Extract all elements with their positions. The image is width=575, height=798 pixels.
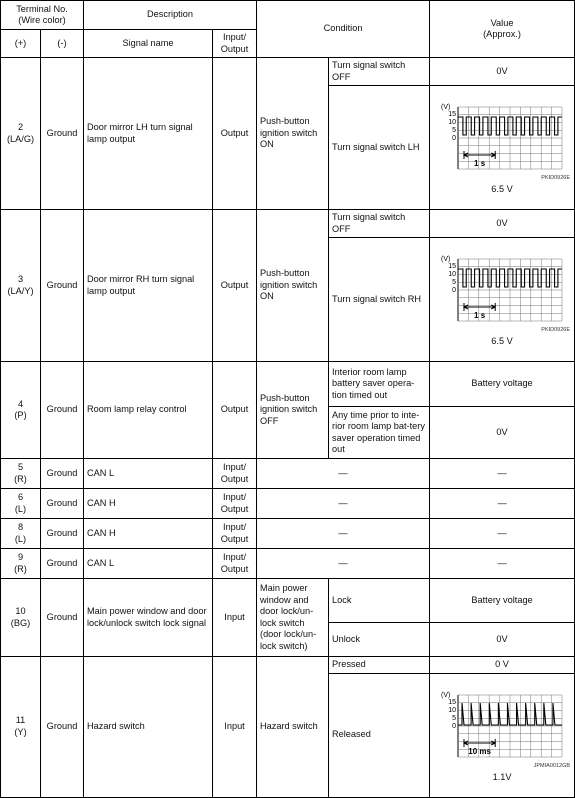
- sub-condition-cell: Turn signal switch OFF: [329, 210, 430, 238]
- waveform-value: 1.1V: [492, 771, 512, 782]
- ground-cell: Ground: [41, 58, 84, 210]
- figure-code: PKID0926E: [541, 175, 571, 182]
- time-scale-arrow: [464, 151, 495, 159]
- value-cell: Battery voltage: [430, 579, 575, 623]
- table-row: [1, 519, 575, 549]
- ground-cell: Ground: [41, 459, 84, 489]
- ground-cell: Ground: [41, 362, 84, 459]
- figure-code: PKID0926E: [541, 327, 571, 334]
- value-cell: —: [430, 549, 575, 579]
- value-cell: 0V: [430, 407, 575, 459]
- header-value: Value (Approx.): [430, 1, 575, 58]
- signal-name-cell: Main power window and door lock/unlock switch lock signal: [84, 579, 213, 657]
- value-cell: 0 V: [430, 657, 575, 674]
- y-axis-label: 5: [452, 127, 457, 135]
- value-cell: —: [430, 519, 575, 549]
- terminal-cell: 4 (P): [1, 362, 41, 459]
- y-axis-label: 15: [448, 263, 457, 271]
- table-row: [1, 210, 575, 238]
- y-axis-label: 15: [448, 698, 457, 706]
- signal-name-cell: Door mirror LH turn signal lamp output: [84, 58, 213, 210]
- value-cell: [430, 86, 575, 210]
- table-row: [1, 657, 575, 674]
- y-axis-label: (V): [441, 691, 451, 699]
- io-cell: Output: [213, 362, 257, 459]
- condition-cell: —: [257, 489, 430, 519]
- sub-condition-cell: Turn signal switch OFF: [329, 58, 430, 86]
- y-axis-label: (V): [441, 104, 451, 112]
- signal-name-cell: Hazard switch: [84, 657, 213, 798]
- table-row: [1, 549, 575, 579]
- io-cell: Input/ Output: [213, 459, 257, 489]
- terminal-cell: 8 (L): [1, 519, 41, 549]
- waveform-graph: [440, 687, 564, 763]
- sub-condition-cell: Released: [329, 673, 430, 797]
- io-cell: Input/ Output: [213, 519, 257, 549]
- time-scale-arrow: [464, 303, 495, 311]
- signal-name-cell: CAN H: [84, 489, 213, 519]
- signal-name-cell: Door mirror RH turn signal lamp output: [84, 210, 213, 362]
- waveform-value: 6.5 V: [491, 184, 513, 195]
- y-axis-label: 10: [448, 271, 457, 279]
- value-cell: 0V: [430, 623, 575, 657]
- table-row: [1, 489, 575, 519]
- y-axis-label: 15: [448, 111, 457, 119]
- condition-cell: Main power window and door lock/un-lock switch (door lock/un-lock switch): [257, 579, 329, 657]
- time-scale-arrow: [464, 739, 495, 747]
- terminal-cell: 5 (R): [1, 459, 41, 489]
- value-cell: —: [430, 459, 575, 489]
- terminal-cell: 3 (LA/Y): [1, 210, 41, 362]
- table-row: [1, 58, 575, 86]
- sub-condition-cell: Any time prior to inte-rior room lamp bat-tery saver operation timed out: [329, 407, 430, 459]
- io-cell: Input/ Output: [213, 549, 257, 579]
- ground-cell: Ground: [41, 657, 84, 798]
- y-axis-label: 5: [452, 714, 457, 722]
- ground-cell: Ground: [41, 519, 84, 549]
- io-cell: Input: [213, 579, 257, 657]
- sub-condition-cell: Turn signal switch RH: [329, 238, 430, 362]
- ground-cell: Ground: [41, 579, 84, 657]
- sub-condition-cell: Turn signal switch LH: [329, 86, 430, 210]
- io-cell: Output: [213, 58, 257, 210]
- condition-cell: Hazard switch: [257, 657, 329, 798]
- io-cell: Output: [213, 210, 257, 362]
- terminal-cell: 9 (R): [1, 549, 41, 579]
- time-scale-label: 1 s: [474, 311, 486, 321]
- table-row: [1, 362, 575, 407]
- condition-cell: Push-button ignition switch ON: [257, 58, 329, 210]
- header-io: Input/ Output: [213, 30, 257, 58]
- table-row: [1, 459, 575, 489]
- ground-cell: Ground: [41, 489, 84, 519]
- time-scale-label: 10 ms: [468, 746, 491, 756]
- y-axis-label: 0: [452, 287, 457, 295]
- y-axis-label: 10: [448, 706, 457, 714]
- condition-cell: —: [257, 519, 430, 549]
- condition-cell: —: [257, 459, 430, 489]
- terminal-cell: 6 (L): [1, 489, 41, 519]
- value-cell: Battery voltage: [430, 362, 575, 407]
- terminal-cell: 10 (BG): [1, 579, 41, 657]
- io-cell: Input/ Output: [213, 489, 257, 519]
- condition-cell: —: [257, 549, 430, 579]
- y-axis-label: (V): [441, 256, 451, 264]
- ground-cell: Ground: [41, 549, 84, 579]
- figure-code: JPMIA0012GB: [533, 762, 571, 769]
- y-axis-label: 0: [452, 722, 457, 730]
- header-plus: (+): [1, 30, 41, 58]
- value-cell: —: [430, 489, 575, 519]
- waveform-graph: [440, 251, 564, 327]
- signal-name-cell: CAN L: [84, 549, 213, 579]
- header-signal-name: Signal name: [84, 30, 213, 58]
- value-cell: 0V: [430, 210, 575, 238]
- condition-cell: Push-button ignition switch OFF: [257, 362, 329, 459]
- condition-cell: Push-button ignition switch ON: [257, 210, 329, 362]
- sub-condition-cell: Interior room lamp battery saver opera-tion timed out: [329, 362, 430, 407]
- waveform-graph: [440, 99, 564, 175]
- sub-condition-cell: Unlock: [329, 623, 430, 657]
- value-cell: 0V: [430, 58, 575, 86]
- header-minus: (-): [41, 30, 84, 58]
- header-description: Description: [84, 1, 257, 30]
- table-row: [1, 579, 575, 623]
- terminal-cell: 2 (LA/G): [1, 58, 41, 210]
- y-axis-label: 0: [452, 135, 457, 143]
- signal-name-cell: CAN L: [84, 459, 213, 489]
- header-condition: Condition: [257, 1, 430, 58]
- sub-condition-cell: Pressed: [329, 657, 430, 674]
- signal-name-cell: CAN H: [84, 519, 213, 549]
- y-axis-label: 5: [452, 279, 457, 287]
- terminal-cell: 11 (Y): [1, 657, 41, 798]
- signal-name-cell: Room lamp relay control: [84, 362, 213, 459]
- sub-condition-cell: Lock: [329, 579, 430, 623]
- ground-cell: Ground: [41, 210, 84, 362]
- value-cell: [430, 238, 575, 362]
- io-cell: Input: [213, 657, 257, 798]
- value-cell: [430, 673, 575, 797]
- time-scale-label: 1 s: [474, 159, 486, 169]
- y-axis-label: 10: [448, 119, 457, 127]
- header-terminal-no: Terminal No. (Wire color): [1, 1, 84, 30]
- waveform-value: 6.5 V: [491, 336, 513, 347]
